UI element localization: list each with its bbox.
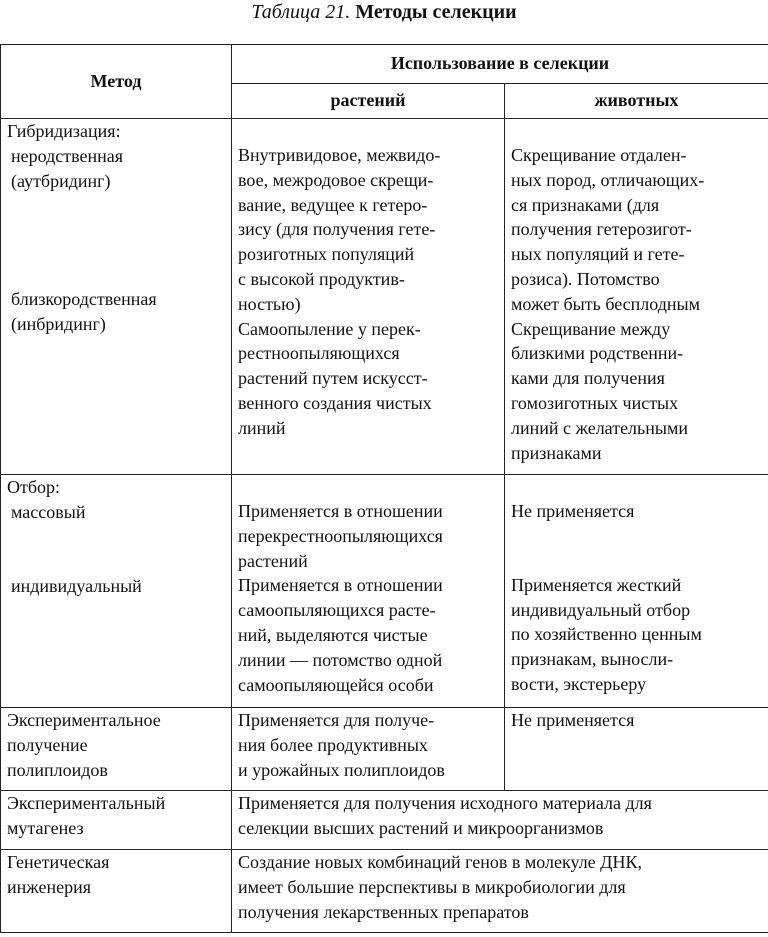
header-method: Метод <box>1 45 232 119</box>
cell-mutagenesis-method <box>1 791 232 850</box>
cell-engineering-usage <box>232 850 768 933</box>
mutagenesis-title: Экспериментальный мутагенез <box>7 793 166 838</box>
caption-title: Методы селекции <box>355 1 517 23</box>
selection-plants-individual: Применяется в отношении самоопыляющихся расте- ний, выделяются чистые линии — потомство одной самоопыляющейся особи <box>238 575 443 695</box>
polyploids-title: Экспериментальное получение полиплоидов <box>7 710 161 780</box>
hybridization-title: Гибридизация: <box>7 121 121 141</box>
header-usage: Использование в селекции <box>232 45 768 84</box>
engineering-title: Генетическая инженерия <box>7 852 110 897</box>
header-plants: растений <box>232 83 505 118</box>
selection-animals-mass: Не применяется <box>511 501 635 521</box>
mutagenesis-text: Применяется для получения исходного материала для селекции высших растений и микроорганизмов <box>238 793 652 838</box>
cell-selection-method <box>1 475 232 708</box>
table-caption <box>0 0 768 30</box>
table-row-selection <box>1 475 768 708</box>
selection-plants-mass: Применяется в отношении перекрестноопыляющихся растений <box>238 501 443 571</box>
engineering-text: Создание новых комбинаций генов в молекуле ДНК, имеет большие перспективы в микробиологии для получения лекарственных препаратов <box>238 852 642 922</box>
table-row-mutagenesis <box>1 791 768 850</box>
polyploids-plants: Применяется для получе- ния более продуктивных и урожайных полиплоидов <box>238 710 445 780</box>
hybridization-outbreeding: неродственная (аутбридинг) <box>11 145 124 191</box>
cell-polyploids-animals <box>505 708 768 791</box>
hybridization-plants-outbreeding: Внутривидовое, межвидо- вое, межродовое скрещи- вание, ведущее к гетеро- зису (для получения гете- розиготных популяций с высокой продуктив- ностью) <box>238 145 441 314</box>
hybridization-animals-inbreeding: Скрещивание между близкими родственни- ками для получения гомозиготных чистых линий с желательными признаками <box>511 318 688 463</box>
hybridization-animals-outbreeding: Скрещивание отдален- ных пород, отличающих- ся признаками (для получения гетерозигот- ных популяций и гете- розиса). Потомство может быть бесплодным <box>511 145 705 314</box>
selection-mass: массовый <box>11 501 86 522</box>
cell-hybridization-method <box>1 119 232 475</box>
hybridization-inbreeding: близкородственная (инбридинг) <box>11 289 157 335</box>
selection-title: Отбор: <box>7 477 61 497</box>
cell-polyploids-method <box>1 708 232 791</box>
selection-individual: индивидуальный <box>11 575 142 596</box>
cell-polyploids-plants <box>232 708 505 791</box>
cell-hybridization-plants <box>232 119 505 475</box>
table-row-hybridization <box>1 119 768 475</box>
hybridization-plants-inbreeding: Самоопыление у перек- рестноопыляющихся растений путем искусст- венного создания чистых линий <box>238 318 432 438</box>
selection-methods-table <box>0 44 768 933</box>
table-row-polyploids <box>1 708 768 791</box>
caption-label: Таблица 21. <box>251 1 351 23</box>
header-animals: животных <box>505 83 768 118</box>
cell-mutagenesis-usage <box>232 791 768 850</box>
cell-engineering-method <box>1 850 232 933</box>
cell-selection-plants <box>232 475 505 708</box>
cell-hybridization-animals <box>505 119 768 475</box>
selection-animals-individual: Применяется жесткий индивидуальный отбор по хозяйственно ценным признакам, выносли- вости, экстерьеру <box>511 574 702 694</box>
cell-selection-animals <box>505 475 768 708</box>
polyploids-animals: Не применяется <box>511 710 635 730</box>
table-row-engineering <box>1 850 768 933</box>
